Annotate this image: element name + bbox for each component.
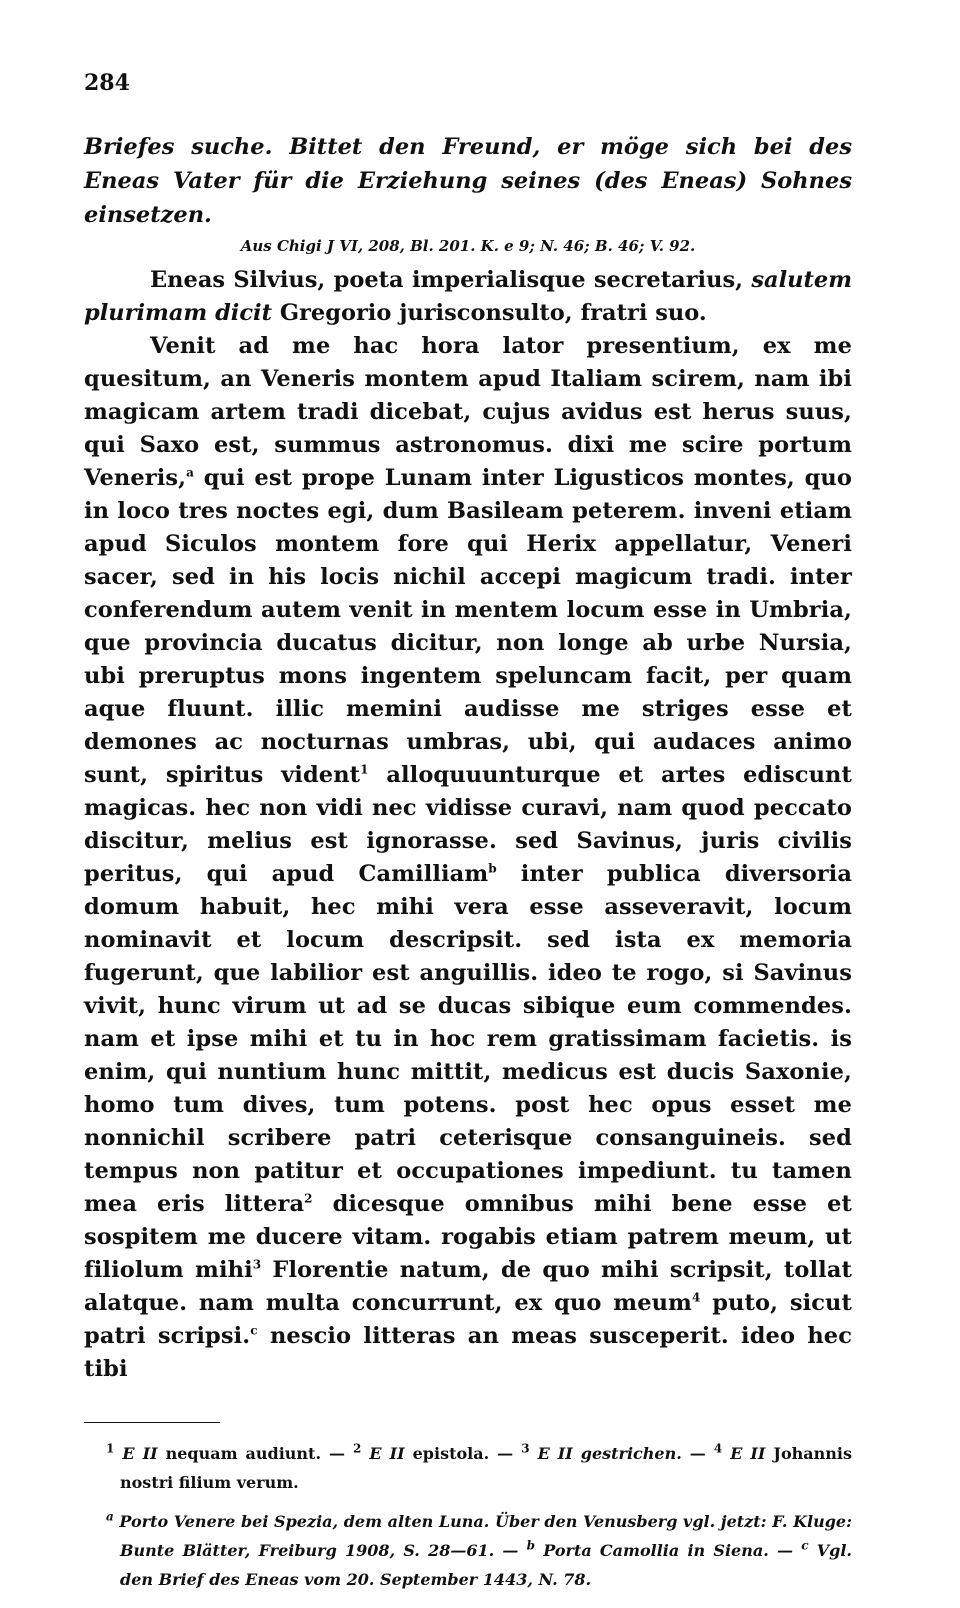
footnote-text: Johannis nostri filium verum. bbox=[120, 1444, 852, 1492]
body-segment: alloquuunturque et artes ediscunt magicas. hec non vidi nec vidisse curavi, nam quod peccato discitur, melius est ignorasse. sed Savinus, juris civilis peritus, qui apud Camilliam bbox=[84, 762, 852, 887]
greeting-salutation: salutem plurimam dicit bbox=[84, 267, 852, 326]
alpha-footnotes bbox=[84, 1507, 852, 1594]
footnote-marker-2: 2 bbox=[304, 1191, 313, 1206]
footnote-text: — bbox=[681, 1444, 714, 1463]
footnote-letter: a bbox=[106, 1509, 114, 1524]
footnote-marker-a: a bbox=[186, 465, 194, 480]
footnote-number: 2 bbox=[353, 1441, 362, 1456]
footnote-letter: c bbox=[801, 1538, 809, 1553]
footnote-marker-4: 4 bbox=[691, 1290, 701, 1305]
footnote-number: 1 bbox=[106, 1441, 115, 1456]
footnote-marker-1: 1 bbox=[360, 762, 369, 777]
footnote-marker-c: c bbox=[250, 1323, 258, 1338]
body-segment: Florentie natum, de quo mihi scripsit, tollat alatque. nam multa concurrunt, ex quo meum bbox=[84, 1257, 853, 1316]
page-number: 284 bbox=[84, 70, 130, 96]
footnote-text: Vgl. den Brief des Eneas vom 20. September 1443, N. 78. bbox=[120, 1541, 853, 1589]
footnote-number: 4 bbox=[713, 1441, 723, 1456]
body-segment: dicesque omnibus mihi bene esse et sospitem me ducere vitam. rogabis etiam patrem meum, ut filiolum mihi bbox=[84, 1191, 852, 1283]
body-segment: qui est prope Lunam inter Ligusticos montes, quo in loco tres noctes egi, dum Basileam peterem. inveni etiam apud Siculos montem fore qui Herix appellatur, Veneri sacer, sed in his locis nichil accepi magicum tradi. inter conferendum autem venit in mentem locum esse in Umbria, que provincia ducatus dicitur, non longe ab urbe Nursia, ubi preruptus mons ingentem speluncam facit, per quam aque fluunt. illic memini audisse me striges esse et demones ac nocturnas umbras, ubi, qui audaces animo sunt, spiritus vident bbox=[84, 465, 852, 788]
letter-summary-heading: Briefes suche. Bittet den Freund, er möge sich bei des Eneas Vater für die Erziehung seines (des Eneas) Sohnes einsetzen. bbox=[84, 134, 852, 228]
footnote-number: 3 bbox=[521, 1441, 530, 1456]
footnote-text: Porto Venere bei Spezia, dem alten Luna. Über den Venusberg vgl. jetzt: F. Kluge: Bunte Blätter, Freiburg 1908, S. 28—61. — bbox=[113, 1512, 852, 1560]
footnote-divider bbox=[84, 1422, 220, 1423]
greeting-sender: Eneas Silvius, poeta imperialisque secretarius, bbox=[150, 267, 752, 293]
body-segment: inter publica diversoria domum habuit, hec mihi vera esse asseveravit, locum nominavit et locum descripsit. sed ista ex memoria fugerunt, que labilior est anguillis. ideo te rogo, si Savinus vivit, hunc virum ut ad se ducas sibique eum commendes. nam et ipse mihi et tu in hoc rem gratissimam facietis. is enim, qui nuntium hunc mittit, medicus est ducis Saxonie, homo tum dives, tum potens. post hec opus esset me nonnichil scribere patri ceterisque consanguineis. sed tempus non patitur et occupationes impediunt. tu tamen mea eris littera bbox=[84, 861, 852, 1217]
letter-greeting bbox=[84, 264, 852, 330]
manuscript-source-line: Aus Chigi J VI, 208, Bl. 201. K. e 9; N. 46; B. 46; V. 92. bbox=[240, 237, 696, 255]
footnote-text: nequam audiunt. — bbox=[157, 1444, 354, 1463]
footnote-text: Porta Camollia in Siena. — bbox=[535, 1541, 802, 1560]
numeric-footnotes bbox=[84, 1439, 852, 1497]
footnote-siglum: E II bbox=[730, 1444, 766, 1463]
document-page bbox=[84, 70, 852, 1594]
footnote-siglum: E II bbox=[369, 1444, 405, 1463]
footnote-marker-b: b bbox=[488, 861, 497, 876]
body-segment: nescio litteras an meas susceperit. ideo hec tibi bbox=[84, 1323, 853, 1382]
footnote-siglum: E II bbox=[122, 1444, 158, 1463]
footnote-text: epistola. — bbox=[404, 1444, 522, 1463]
body-segment: puto, sicut patri scripsi. bbox=[84, 1290, 852, 1349]
letter-body bbox=[84, 330, 852, 1386]
footnote-marker-3: 3 bbox=[252, 1257, 262, 1272]
footnote-siglum: E II gestrichen. bbox=[537, 1444, 682, 1463]
greeting-recipient: Gregorio jurisconsulto, fratri suo. bbox=[272, 300, 707, 326]
footnote-letter: b bbox=[526, 1538, 536, 1553]
body-segment: Venit ad me hac hora lator presentium, ex me quesitum, an Veneris montem apud Italiam scirem, nam ibi magicam artem tradi dicebat, cujus avidus est herus suus, qui Saxo est, summus astronomus. dixi me scire portum Veneris, bbox=[84, 333, 852, 491]
